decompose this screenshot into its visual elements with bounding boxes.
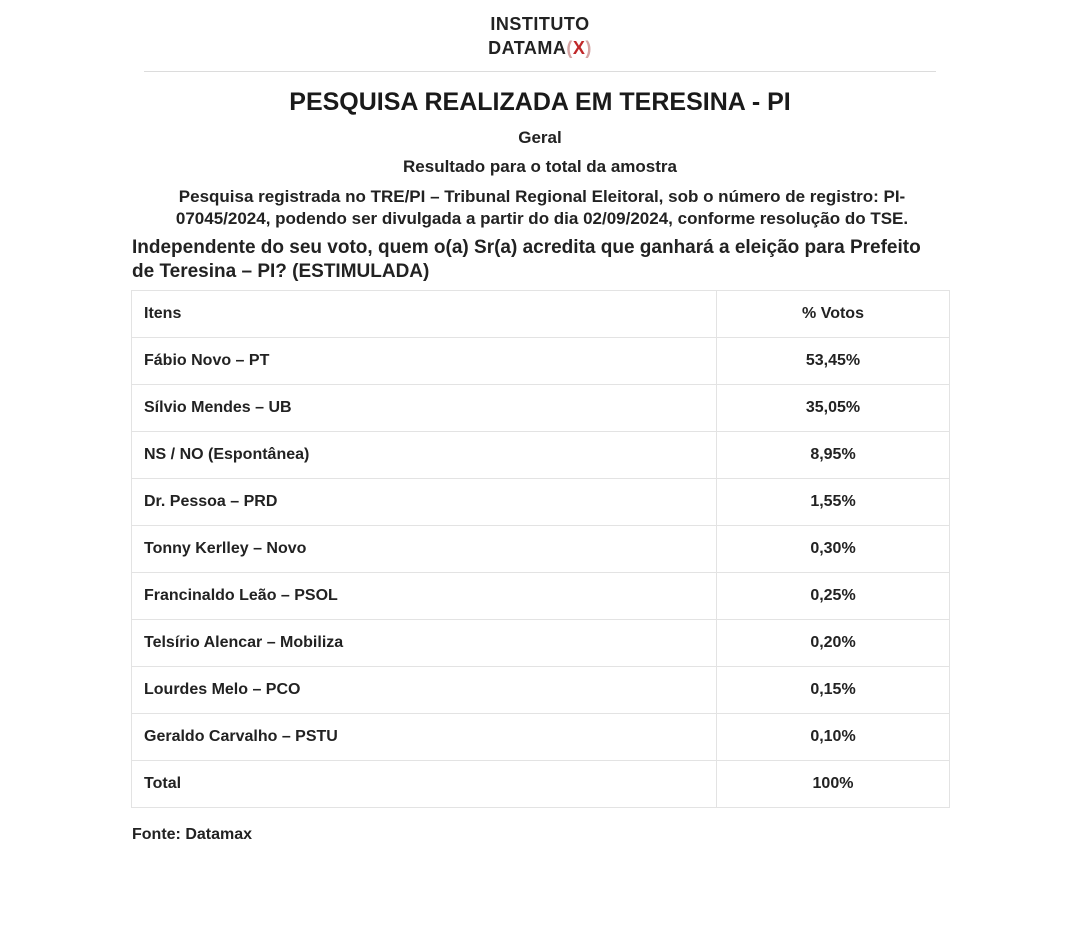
row-item: Lourdes Melo – PCO [132,667,717,714]
table-row [132,479,950,526]
row-votes: 0,10% [717,714,950,761]
table-row [132,526,950,573]
row-item: Sílvio Mendes – UB [132,385,717,432]
row-votes: 8,95% [717,432,950,479]
subtitle-geral: Geral [518,128,562,147]
datamax-logo [0,12,1080,60]
survey-question: Independente do seu voto, quem o(a) Sr(a) acredita que ganhará a eleição para Prefeito de Teresina – PI? (ESTIMULADA) [132,237,921,282]
registration-notice: Pesquisa registrada no TRE/PI – Tribunal Regional Eleitoral, sob o número de registro: PI-07045/2024, podendo ser divulgada a partir do dia 02/09/2024, conforme resolução do TSE. [175,187,909,228]
table-row-total [132,761,950,808]
table-row [132,667,950,714]
header-divider [144,71,936,72]
table-header-row [132,291,950,338]
row-votes: 53,45% [717,338,950,385]
row-item: Dr. Pessoa – PRD [132,479,717,526]
row-votes: 0,25% [717,573,950,620]
table-row [132,338,950,385]
logo-paren-close: ) [585,38,592,58]
row-votes: 0,15% [717,667,950,714]
table-row [132,385,950,432]
page-title: PESQUISA REALIZADA EM TERESINA - PI [289,88,791,116]
row-item: Geraldo Carvalho – PSTU [132,714,717,761]
logo-paren-open: ( [566,38,573,58]
row-item: Fábio Novo – PT [132,338,717,385]
results-table [131,290,950,808]
subtitle-resultado: Resultado para o total da amostra [403,157,677,176]
row-item: Francinaldo Leão – PSOL [132,573,717,620]
row-item-total: Total [132,761,717,808]
row-votes-total: 100% [717,761,950,808]
table-row [132,714,950,761]
logo-line-datamax [0,36,1080,60]
row-votes: 0,20% [717,620,950,667]
row-votes: 1,55% [717,479,950,526]
table-row [132,573,950,620]
row-item: Tonny Kerlley – Novo [132,526,717,573]
row-votes: 0,30% [717,526,950,573]
logo-datama-text: DATAMA [488,38,567,58]
header-itens: Itens [132,291,717,338]
row-item: Telsírio Alencar – Mobiliza [132,620,717,667]
table-row [132,620,950,667]
table-row [132,432,950,479]
source-note: Fonte: Datamax [132,826,253,843]
row-votes: 35,05% [717,385,950,432]
row-item: NS / NO (Espontânea) [132,432,717,479]
header-votos: % Votos [717,291,950,338]
logo-x-mark: X [572,38,586,58]
logo-line-instituto: INSTITUTO [490,14,590,34]
